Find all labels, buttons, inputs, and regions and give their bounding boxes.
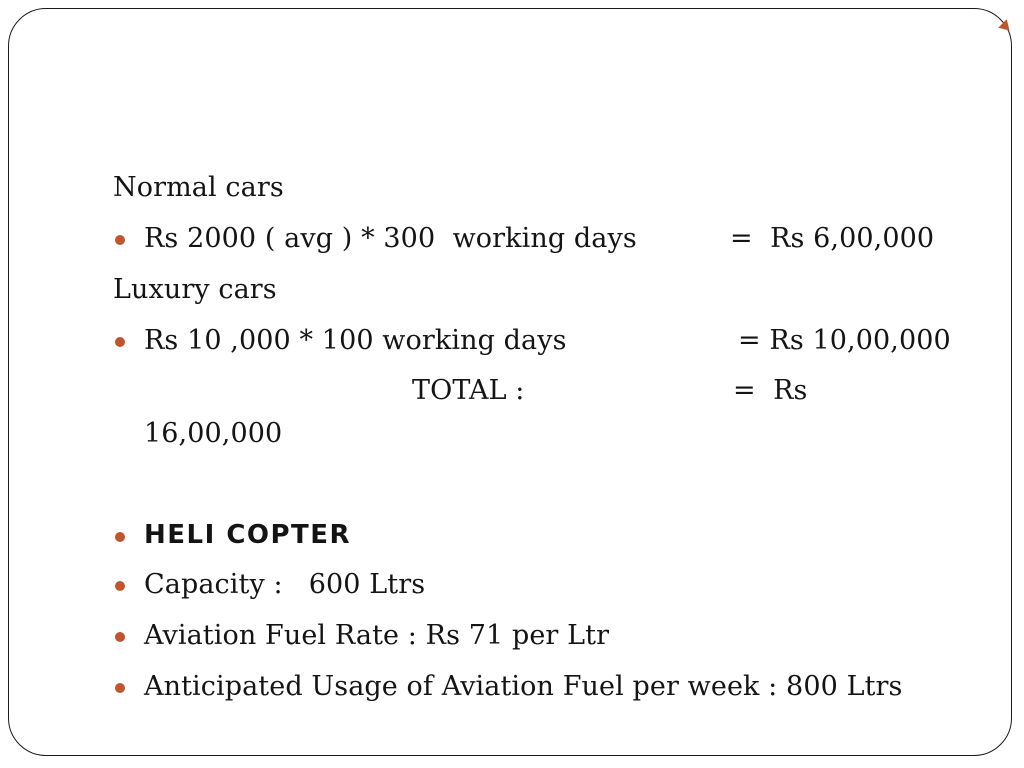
bullet-icon: [115, 235, 125, 245]
total-value: 16,00,000: [144, 418, 283, 449]
fuel-usage-text: Anticipated Usage of Aviation Fuel per week : 800 Ltrs: [144, 671, 903, 702]
luxury-cars-calc: Rs 10 ,000 * 100 working days: [144, 325, 567, 356]
bullet-icon: [115, 532, 125, 542]
bullet-icon: [115, 337, 125, 347]
luxury-cars-result: = Rs 10,00,000: [738, 325, 951, 356]
luxury-cars-label: Luxury cars: [113, 274, 277, 305]
total-label: TOTAL :: [412, 375, 525, 406]
bullet-icon: [115, 683, 125, 693]
capacity-text: Capacity : 600 Ltrs: [144, 569, 426, 600]
normal-cars-result: = Rs 6,00,000: [730, 223, 935, 254]
bullet-icon: [115, 632, 125, 642]
bullet-icon: [115, 581, 125, 591]
heli-copter-heading: HELI COPTER: [144, 520, 352, 550]
fuel-rate-text: Aviation Fuel Rate : Rs 71 per Ltr: [144, 620, 610, 651]
normal-cars-label: Normal cars: [113, 172, 284, 203]
total-equals: = Rs: [733, 375, 808, 406]
normal-cars-calc: Rs 2000 ( avg ) * 300 working days: [144, 223, 637, 254]
